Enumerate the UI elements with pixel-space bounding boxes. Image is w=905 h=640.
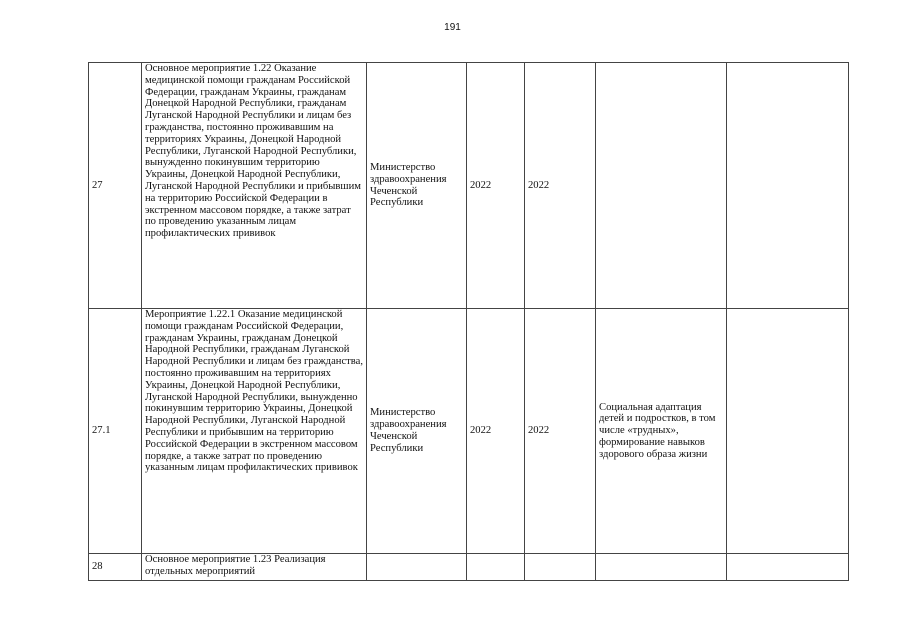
expected-result: Социальная адаптация детей и подростков, в том числе «трудных», формирование навыков здорового образа жизни: [596, 309, 727, 554]
table-row: [89, 63, 849, 309]
activity-name: Основное мероприятие 1.23 Реализация отдельных мероприятий: [142, 554, 367, 581]
indicator: [727, 309, 849, 554]
table-row: [89, 309, 849, 554]
executor: Министерство здравоохранения Чеченской Республики: [367, 63, 467, 309]
program-activities-table: [88, 62, 849, 581]
indicator: [727, 554, 849, 581]
year-end: [525, 554, 596, 581]
year-start: 2022: [467, 63, 525, 309]
executor: [367, 554, 467, 581]
year-start: [467, 554, 525, 581]
year-end: 2022: [525, 309, 596, 554]
year-end: 2022: [525, 63, 596, 309]
table-row: [89, 554, 849, 581]
activity-name: Мероприятие 1.22.1 Оказание медицинской помощи гражданам Российской Федерации, гражданам Украины, гражданам Донецкой Народной Республики, гражданам Луганской Народной Республики и лицам без гражданства, постоянно проживавшим на территориях Украины, Донецкой Народной Республики, Луганской Народной Республики, вынужденно покинувшим территорию Украины, Донецкой Народной Республики, Луганской Народной Республики и прибывшим на территорию Российской Федерации в экстренном массовом порядке, а также затрат по проведению указанным лицам профилактических прививок: [142, 309, 367, 554]
executor: Министерство здравоохранения Чеченской Республики: [367, 309, 467, 554]
row-number: 27.1: [89, 309, 142, 554]
expected-result: [596, 554, 727, 581]
year-start: 2022: [467, 309, 525, 554]
indicator: [727, 63, 849, 309]
activity-name: Основное мероприятие 1.22 Оказание медицинской помощи гражданам Российской Федерации, гражданам Украины, гражданам Донецкой Народной Республики, гражданам Луганской Народной Республики и лицам без гражданства, постоянно проживавшим на территориях Украины, Донецкой Народной Республики, Луганской Народной Республики, вынужденно покинувшим территорию Украины, Донецкой Народной Республики, Луганской Народной Республики и прибывшим на территорию Российской Федерации в экстренном массовом порядке, а также затрат по проведению указанным лицам профилактических прививок: [142, 63, 367, 309]
row-number: 28: [89, 554, 142, 581]
expected-result: [596, 63, 727, 309]
row-number: 27: [89, 63, 142, 309]
page-number: 191: [444, 22, 461, 33]
